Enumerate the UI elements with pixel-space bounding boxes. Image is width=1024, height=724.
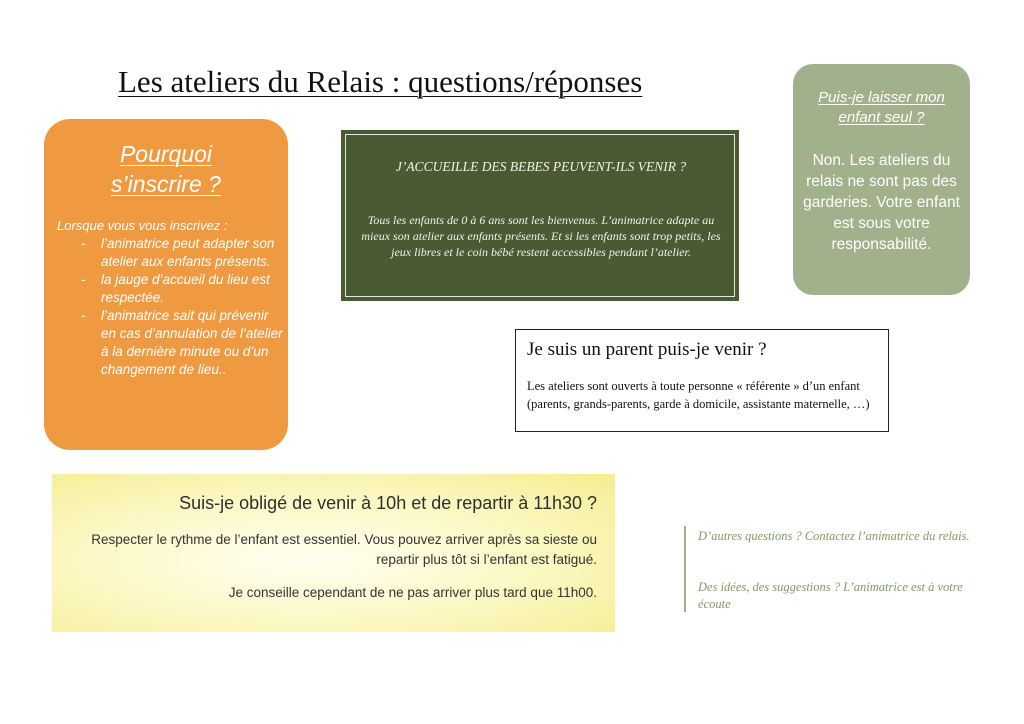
why-register-heading: Pourquoi s’inscrire ? bbox=[111, 141, 221, 197]
list-item: - l’animatrice peut adapter son atelier aux enfants présents. bbox=[58, 235, 284, 271]
why-register-list bbox=[58, 235, 284, 379]
leave-child-heading: Puis-je laisser mon enfant seul ? bbox=[818, 89, 945, 126]
babies-question-heading: J’ACCUEILLE DES BEBES PEUVENT-ILS VENIR ? bbox=[395, 159, 687, 174]
page-title: Les ateliers du Relais : questions/réponses bbox=[118, 64, 643, 99]
schedule-answer-paragraph: Respecter le rythme de l’enfant est essentiel. Vous pouvez arriver après sa sieste ou repartir plus tôt si l’enfant est fatigué. bbox=[91, 532, 597, 567]
schedule-question-box bbox=[52, 474, 615, 632]
list-item: - la jauge d’accueil du lieu est respectée. bbox=[58, 271, 284, 307]
parent-question-answer: Les ateliers sont ouverts à toute personne « référente » d’un enfant (parents, grands-parents, garde à domicile, assistante maternelle, …) bbox=[527, 379, 870, 411]
parent-question-heading: Je suis un parent puis-je venir ? bbox=[527, 339, 767, 360]
why-register-intro: Lorsque vous vous inscrivez : bbox=[57, 218, 228, 233]
leave-child-box bbox=[793, 64, 970, 295]
schedule-advice-paragraph: Je conseille cependant de ne pas arriver plus tard que 11h00. bbox=[228, 585, 597, 600]
leave-child-answer: Non. Les ateliers du relais ne sont pas des garderies. Votre enfant est sous votre responsabilité. bbox=[803, 152, 960, 253]
babies-question-answer: Tous les enfants de 0 à 6 ans sont les bienvenus. L’animatrice adapte au mieux son atelier aux enfants présents. Et si les enfants sont trop petits, les jeux libres et le coin bébé restent accessibles pendant l’atelier. bbox=[361, 213, 721, 259]
why-register-box bbox=[44, 119, 288, 450]
babies-question-box bbox=[341, 130, 739, 301]
contact-note-ideas: Des idées, des suggestions ? L’animatrice est à votre écoute bbox=[698, 580, 963, 611]
contact-note bbox=[684, 526, 968, 612]
list-item: - l’animatrice sait qui prévenir en cas d’annulation de l’atelier à la dernière minute ou d’un changement de lieu.. bbox=[58, 307, 284, 379]
contact-note-questions: D’autres questions ? Contactez l’animatrice du relais. bbox=[698, 529, 970, 543]
parent-question-box bbox=[515, 329, 889, 432]
schedule-question-heading: Suis-je obligé de venir à 10h et de repartir à 11h30 ? bbox=[179, 493, 597, 513]
